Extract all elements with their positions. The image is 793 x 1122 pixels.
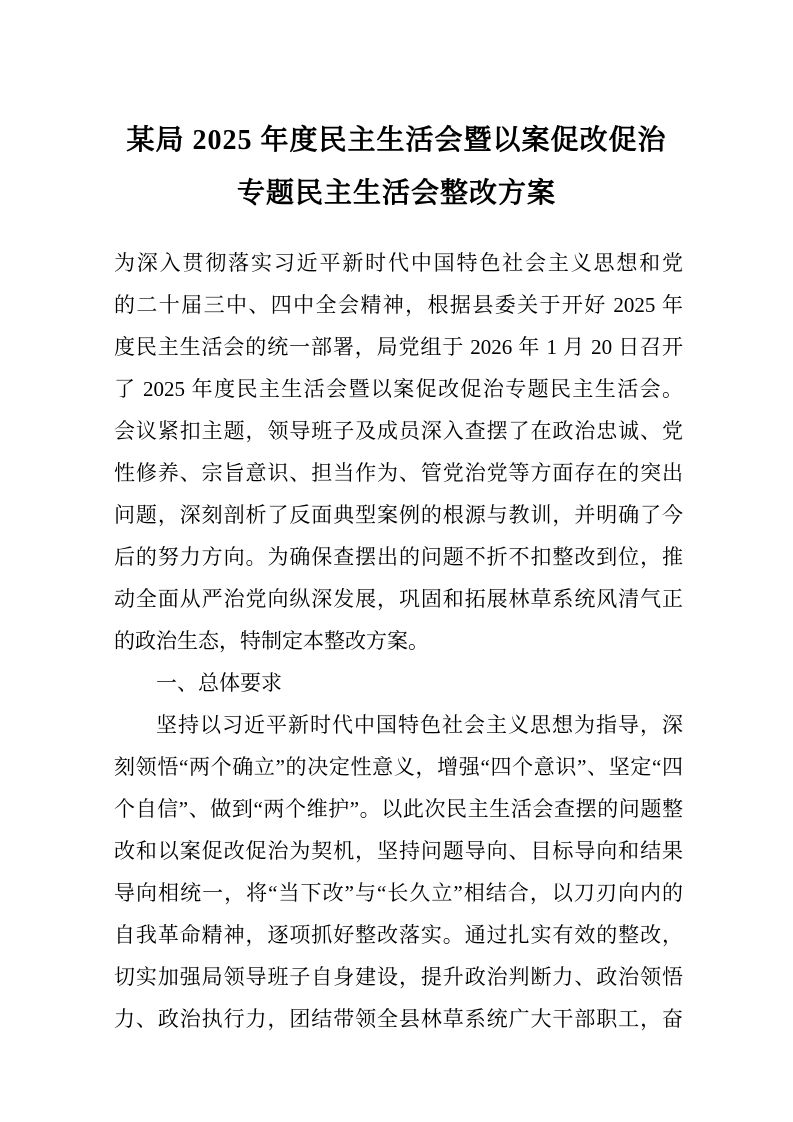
body-line: 坚持以习近平新时代中国特色社会主义思想为指导，深 [156, 713, 683, 737]
body-line: 的政治生态，特制定本整改方案。 [114, 629, 429, 653]
body-line: 一、总体要求 [156, 671, 282, 695]
body-line: 个自信”、做到“两个维护”。以此次民主生活会查摆的问题整 [114, 797, 683, 821]
body-line: 会议紧扣主题，领导班子及成员深入查摆了在政治忠诚、党 [114, 419, 683, 443]
body-line: 为深入贯彻落实习近平新时代中国特色社会主义思想和党 [114, 251, 683, 275]
body-line: 的二十届三中、四中全会精神，根据县委关于开好 2025 年 [114, 293, 683, 317]
body-line: 改和以案促改促治为契机，坚持问题导向、目标导向和结果 [114, 839, 683, 863]
body-line: 度民主生活会的统一部署，局党组于 2026 年 1 月 20 日召开 [114, 335, 683, 359]
document-title-line-1: 某局 2025 年度民主生活会暨以案促改促治 [126, 125, 667, 156]
body-line: 导向相统一，将“当下改”与“长久立”相结合，以刀刃向内的 [114, 881, 683, 905]
document-body [0, 242, 793, 1040]
section-heading-1 [114, 662, 683, 704]
body-line: 问题，深刻剖析了反面典型案例的根源与教训，并明确了今 [114, 503, 683, 527]
body-line: 性修养、宗旨意识、担当作为、管党治党等方面存在的突出 [114, 461, 683, 485]
body-line: 刻领悟“两个确立”的决定性意义，增强“四个意识”、坚定“四 [114, 755, 683, 779]
body-line: 后的努力方向。为确保查摆出的问题不折不扣整改到位，推 [114, 545, 683, 569]
body-line: 了 2025 年度民主生活会暨以案促改促治专题民主生活会。 [114, 377, 683, 401]
section-1-paragraph [114, 704, 683, 1040]
body-line: 自我革命精神，逐项抓好整改落实。通过扎实有效的整改， [114, 923, 683, 947]
body-line: 切实加强局领导班子自身建设，提升政治判断力、政治领悟 [114, 965, 683, 989]
document-title [0, 0, 793, 220]
body-line: 力、政治执行力，团结带领全县林草系统广大干部职工，奋 [114, 1007, 683, 1031]
intro-paragraph [114, 242, 683, 662]
body-line: 动全面从严治党向纵深发展，巩固和拓展林草系统风清气正 [114, 587, 683, 611]
document-title-line-2: 专题民主生活会整改方案 [236, 178, 556, 209]
